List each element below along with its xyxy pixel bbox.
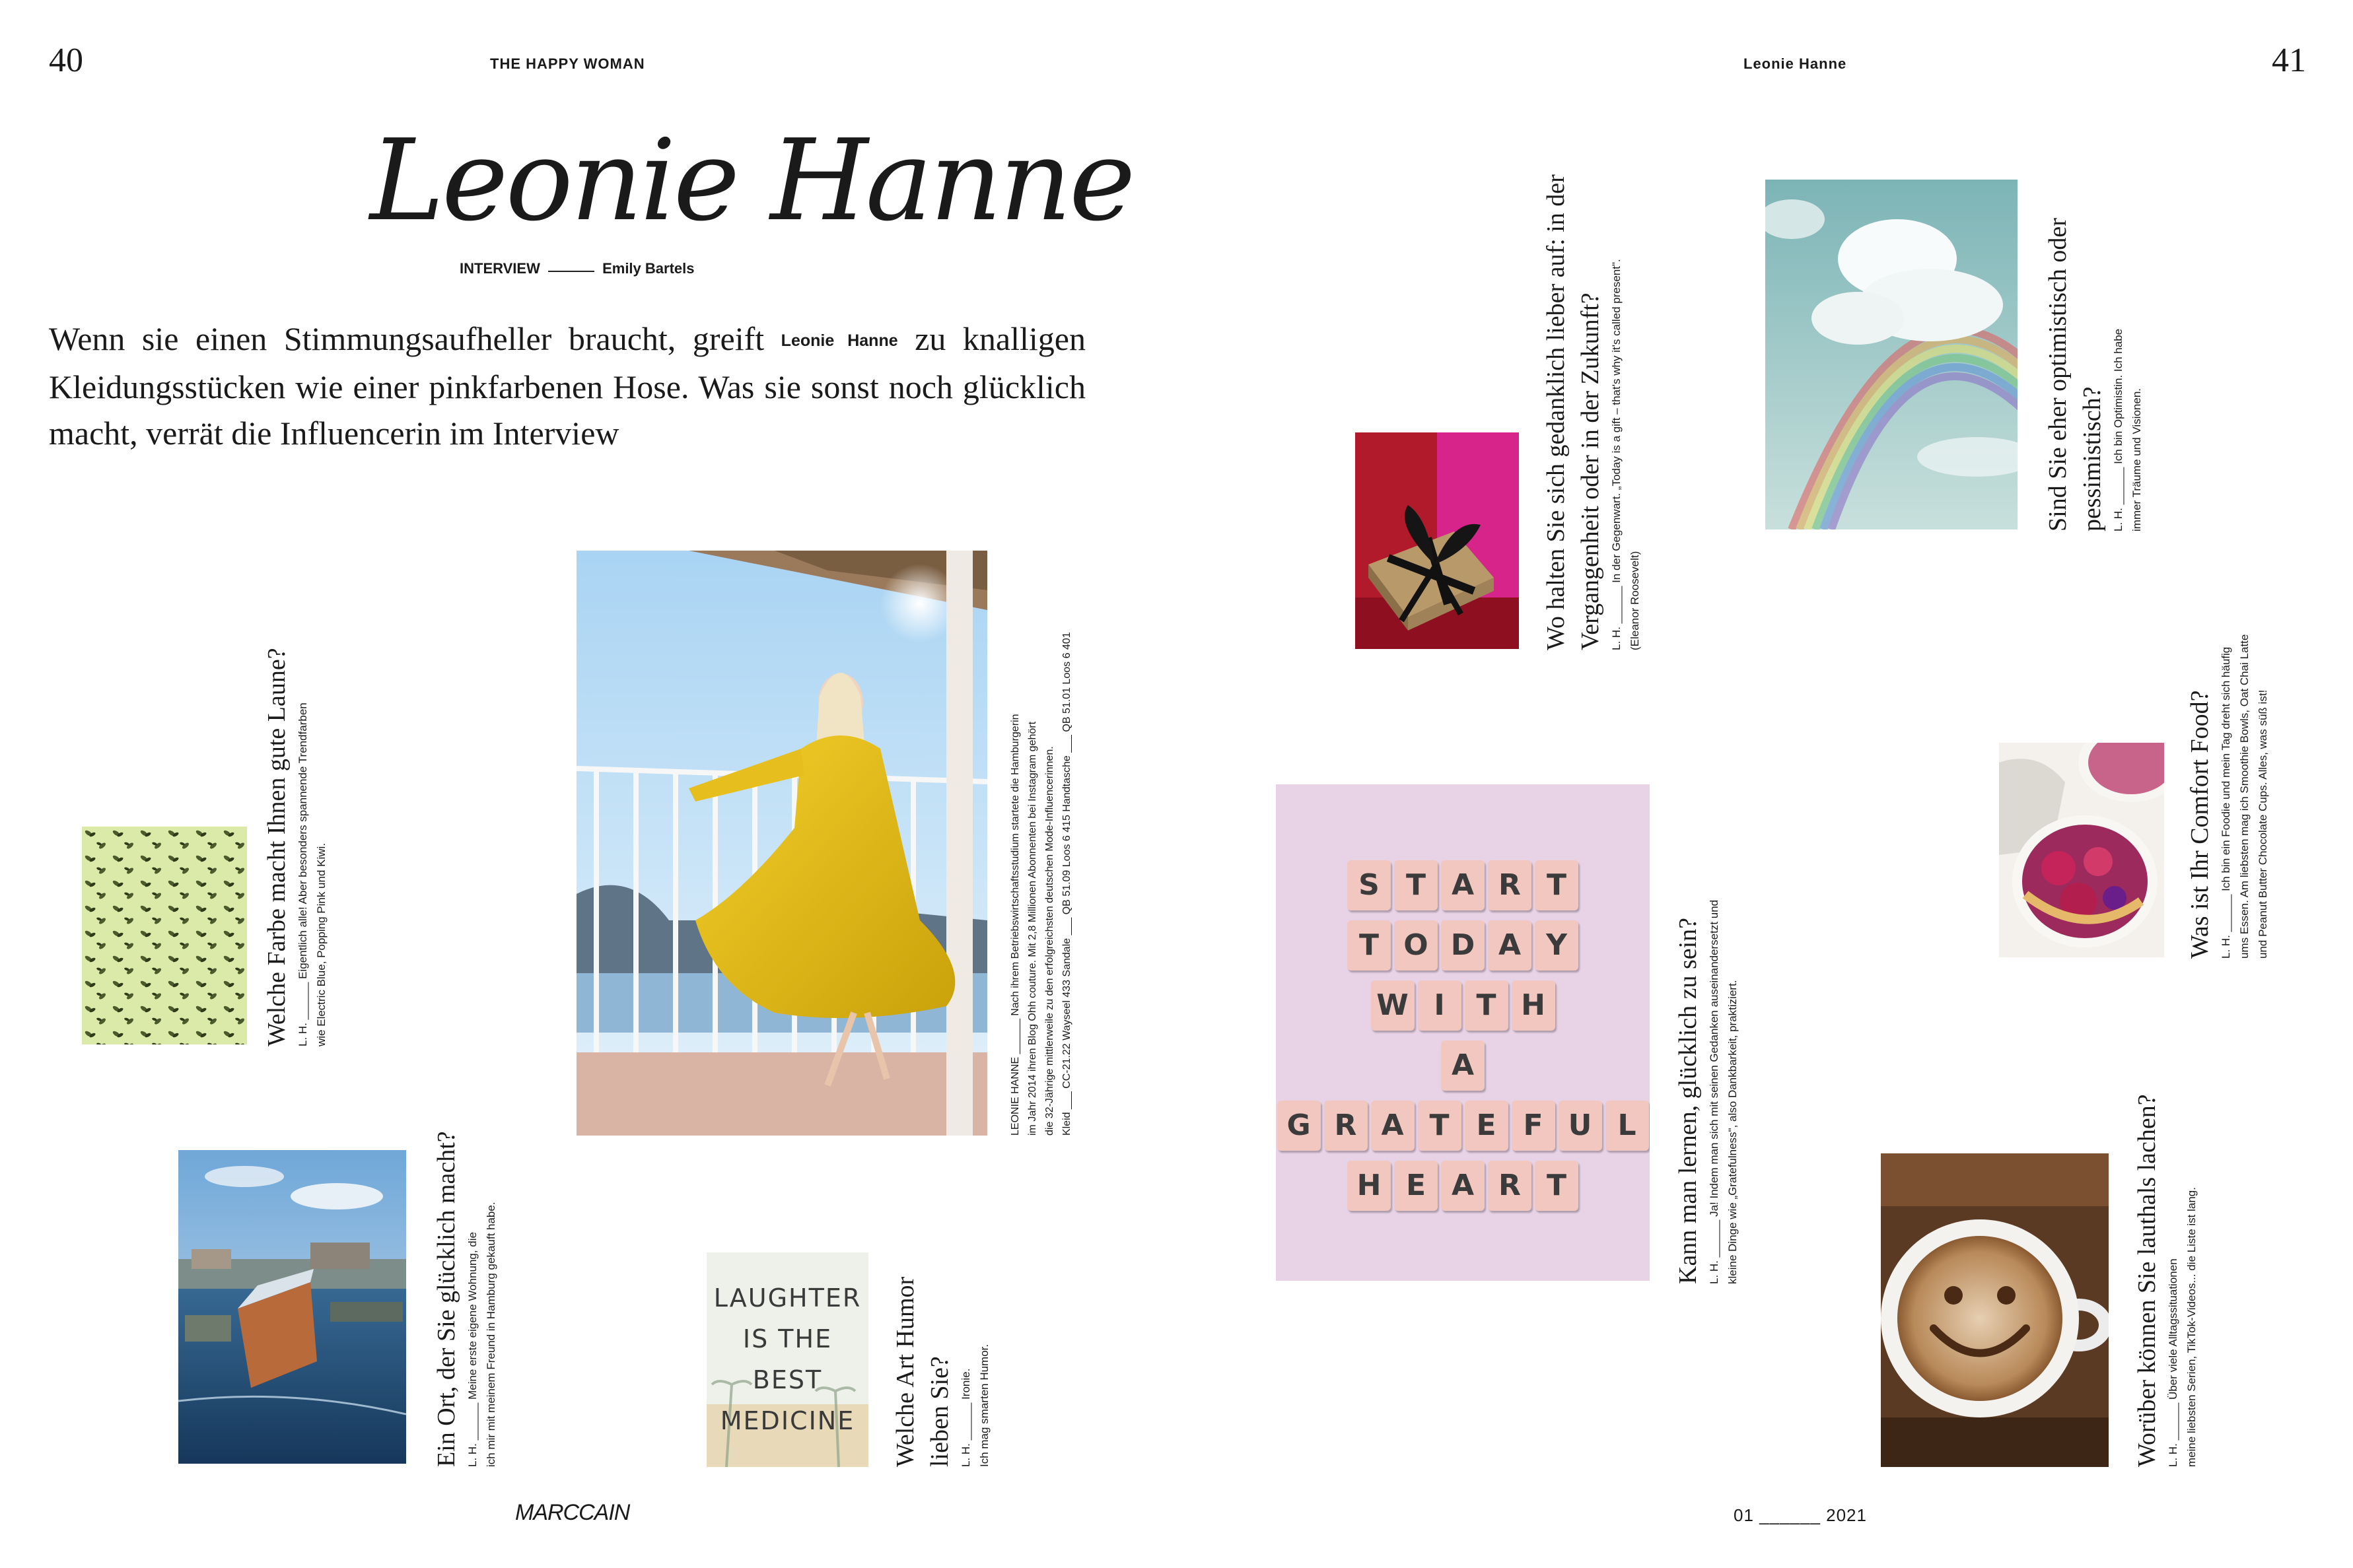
letter-tile: S [1347, 860, 1391, 910]
letter-tile: H [1512, 980, 1555, 1031]
poster-line-2: IS THE [742, 1324, 833, 1353]
letter-tile: G [1277, 1101, 1321, 1151]
qa-optimism-question-1: Sind Sie eher optimistisch oder [2044, 218, 2072, 531]
qa-food-answer-1: L. H. ______ Ich bin ein Foodie und mein Tag dreht sich häufig [2220, 646, 2232, 959]
qa-humor-question-1: Welche Art Humor [892, 1276, 919, 1467]
letter-tile: T [1535, 1161, 1578, 1211]
letter-tile: E [1465, 1101, 1508, 1151]
byline-author: Emily Bartels [602, 260, 695, 277]
letter-tile: T [1418, 1101, 1461, 1151]
letter-tile: H [1347, 1161, 1391, 1211]
qa-laugh-answer-1: L. H. ______ Über viele Alltagssituationen [2167, 1258, 2179, 1467]
letter-tile: U [1559, 1101, 1602, 1151]
intro-text-before: Wenn sie einen Stimmungsaufheller braucht, greift [49, 320, 765, 357]
letter-tile: E [1394, 1161, 1438, 1211]
qa-learn-happiness [1671, 900, 1742, 1284]
letter-tile: D [1441, 920, 1485, 971]
caption-line-3: die 32-Jährige mittlerweile zu den erfolgreichsten deutschen Mode-Influencerinnen. [1044, 746, 1055, 1136]
letter-tile: W [1371, 980, 1415, 1031]
letter-tile: A [1441, 860, 1485, 910]
poster-line-4: MEDICINE [720, 1406, 855, 1435]
letter-tile: A [1441, 1040, 1485, 1091]
qa-humor-answer-2: Ich mag smarten Humor. [978, 1344, 991, 1467]
running-name: Leonie Hanne [1743, 55, 1847, 72]
hamburg-city-image [178, 1150, 406, 1464]
gift-box-image [1355, 432, 1519, 649]
letter-tile: I [1418, 980, 1461, 1031]
caption-line-4: Kleid ___ CC-21.22 Wayseel 433 Sandale ___ QB 51.09 Loos 6 415 Handtasche ___ QB 51.01 Loos 6 401 [1061, 632, 1072, 1136]
coffee-smiley-image [1881, 1153, 2109, 1467]
qa-comfort-food [2183, 634, 2272, 959]
letter-tile: T [1347, 920, 1391, 971]
qa-optimism-answer-1: L. H. ______ Ich bin Optimistin. Ich habe [2112, 328, 2125, 531]
main-portrait-photo [577, 551, 987, 1136]
letter-tile: A [1371, 1101, 1415, 1151]
qa-food-answer-3: und Peanut Butter Chocolate Cups. Alles, was süß ist! [2257, 689, 2269, 959]
letter-tile: R [1488, 1161, 1531, 1211]
qa-place-answer-2: ich mir mit meinem Freund in Hamburg gekauft habe. [485, 1202, 497, 1467]
letter-tile: T [1394, 860, 1438, 910]
qa-optimism-answer-2: immer Träume und Visionen. [2130, 388, 2143, 531]
qa-time [1539, 174, 1644, 650]
letter-tile: A [1441, 1161, 1485, 1211]
poster-line-1: LAUGHTER [713, 1283, 862, 1312]
qa-time-question-1: Wo halten Sie sich gedanklich lieber auf: in der [1542, 174, 1570, 650]
byline-rule [548, 271, 594, 272]
letter-tile: T [1535, 860, 1578, 910]
qa-humor [888, 1277, 994, 1467]
intro-name: Leonie Hanne [781, 331, 898, 350]
qa-color-answer-1: L. H. ______ Eigentlich alle! Aber besonders spannende Trendfarben [297, 702, 309, 1046]
qa-color-answer-2: wie Electric Blue, Popping Pink und Kiwi. [315, 842, 328, 1046]
qa-learn-answer-1: L. H. ______ Ja! Indem man sich mit seinen Gedanken auseinandersetzt und [1708, 899, 1720, 1284]
qa-food-answer-2: ums Essen. Am liebsten mag ich Smoothie Bowls, Oat Chai Latte [2238, 634, 2251, 959]
rainbow-sky-image [1765, 180, 2018, 529]
scrabble-quote-image [1276, 784, 1650, 1281]
qa-optimism-question-2: pessimistisch? [2078, 386, 2106, 531]
qa-laugh-answer-2: meine liebsten Serien, TikTok-Videos... die Liste ist lang. [2185, 1187, 2198, 1467]
magazine-running-head: THE HAPPY WOMAN [490, 55, 645, 72]
qa-time-question-2: Vergangenheit oder in der Zukunft? [1576, 292, 1604, 650]
qa-time-answer-2: (Eleanor Roosevelt) [1629, 551, 1641, 650]
letter-tile: R [1324, 1101, 1368, 1151]
qa-laugh [2130, 1094, 2201, 1467]
poster-line-3: BEST [752, 1365, 823, 1394]
qa-time-answer-1: L. H. ______ In der Gegenwart. „Today is a gift – that's why it's called present". [1610, 259, 1623, 650]
qa-color-question: Welche Farbe macht Ihnen gute Laune? [263, 648, 291, 1046]
letter-tile: R [1488, 860, 1531, 910]
letter-tile: L [1605, 1101, 1649, 1151]
qa-place-answer-1: L. H. ______ Meine erste eigene Wohnung, die [466, 1232, 479, 1467]
qa-humor-question-2: lieben Sie? [926, 1356, 954, 1467]
byline-label: INTERVIEW [460, 260, 540, 277]
qa-place [429, 1131, 501, 1467]
photo-caption [1007, 632, 1076, 1136]
qa-color [260, 648, 331, 1046]
qa-learn-answer-2: kleine Dinge wie „Gratefulness", also Dankbarkeit, praktiziert. [1726, 980, 1739, 1284]
letter-tile: T [1465, 980, 1508, 1031]
letter-tile: Y [1535, 920, 1578, 971]
laughter-poster-image [707, 1252, 868, 1467]
letter-tile: A [1488, 920, 1531, 971]
caption-line-1: LEONIE HANNE ______ Nach ihrem Betriebswirtschaftsstudium startete die Hamburgerin [1010, 714, 1021, 1136]
smoothie-bowl-image [1999, 743, 2164, 957]
intro-paragraph [49, 316, 1086, 456]
page-number-right: 41 [2272, 42, 2306, 79]
qa-place-question: Ein Ort, der Sie glücklich macht? [433, 1131, 460, 1467]
intro-text-after: zu knalligen Kleidungsstücken wie einer pinkfarbenen Hose. Was sie sonst noch glücklich macht, verrät die Influencerin im Interview [49, 320, 1086, 452]
qa-optimism [2041, 218, 2146, 531]
page-number-left: 40 [49, 42, 83, 79]
caption-line-2: im Jahr 2014 ihren Blog Ohh couture. Mit 2,8 Millionen Abonnenten bei Instagram gehört [1027, 721, 1038, 1136]
article-title: Leonie Hanne [370, 116, 1133, 246]
footer-issue: 01 ______ 2021 [1734, 1505, 1867, 1525]
letter-tile: O [1394, 920, 1438, 971]
qa-laugh-question: Worüber können Sie lauthals lachen? [2133, 1094, 2161, 1467]
kiwi-pattern-image [82, 827, 247, 1044]
qa-humor-answer-1: L. H. ______ Ironie. [960, 1368, 972, 1467]
byline [460, 260, 694, 277]
letter-tile: F [1512, 1101, 1555, 1151]
qa-learn-question: Kann man lernen, glücklich zu sein? [1674, 917, 1702, 1284]
qa-food-question: Was ist Ihr Comfort Food? [2186, 690, 2214, 959]
footer-brand-logo: MARCCAIN [515, 1500, 630, 1525]
